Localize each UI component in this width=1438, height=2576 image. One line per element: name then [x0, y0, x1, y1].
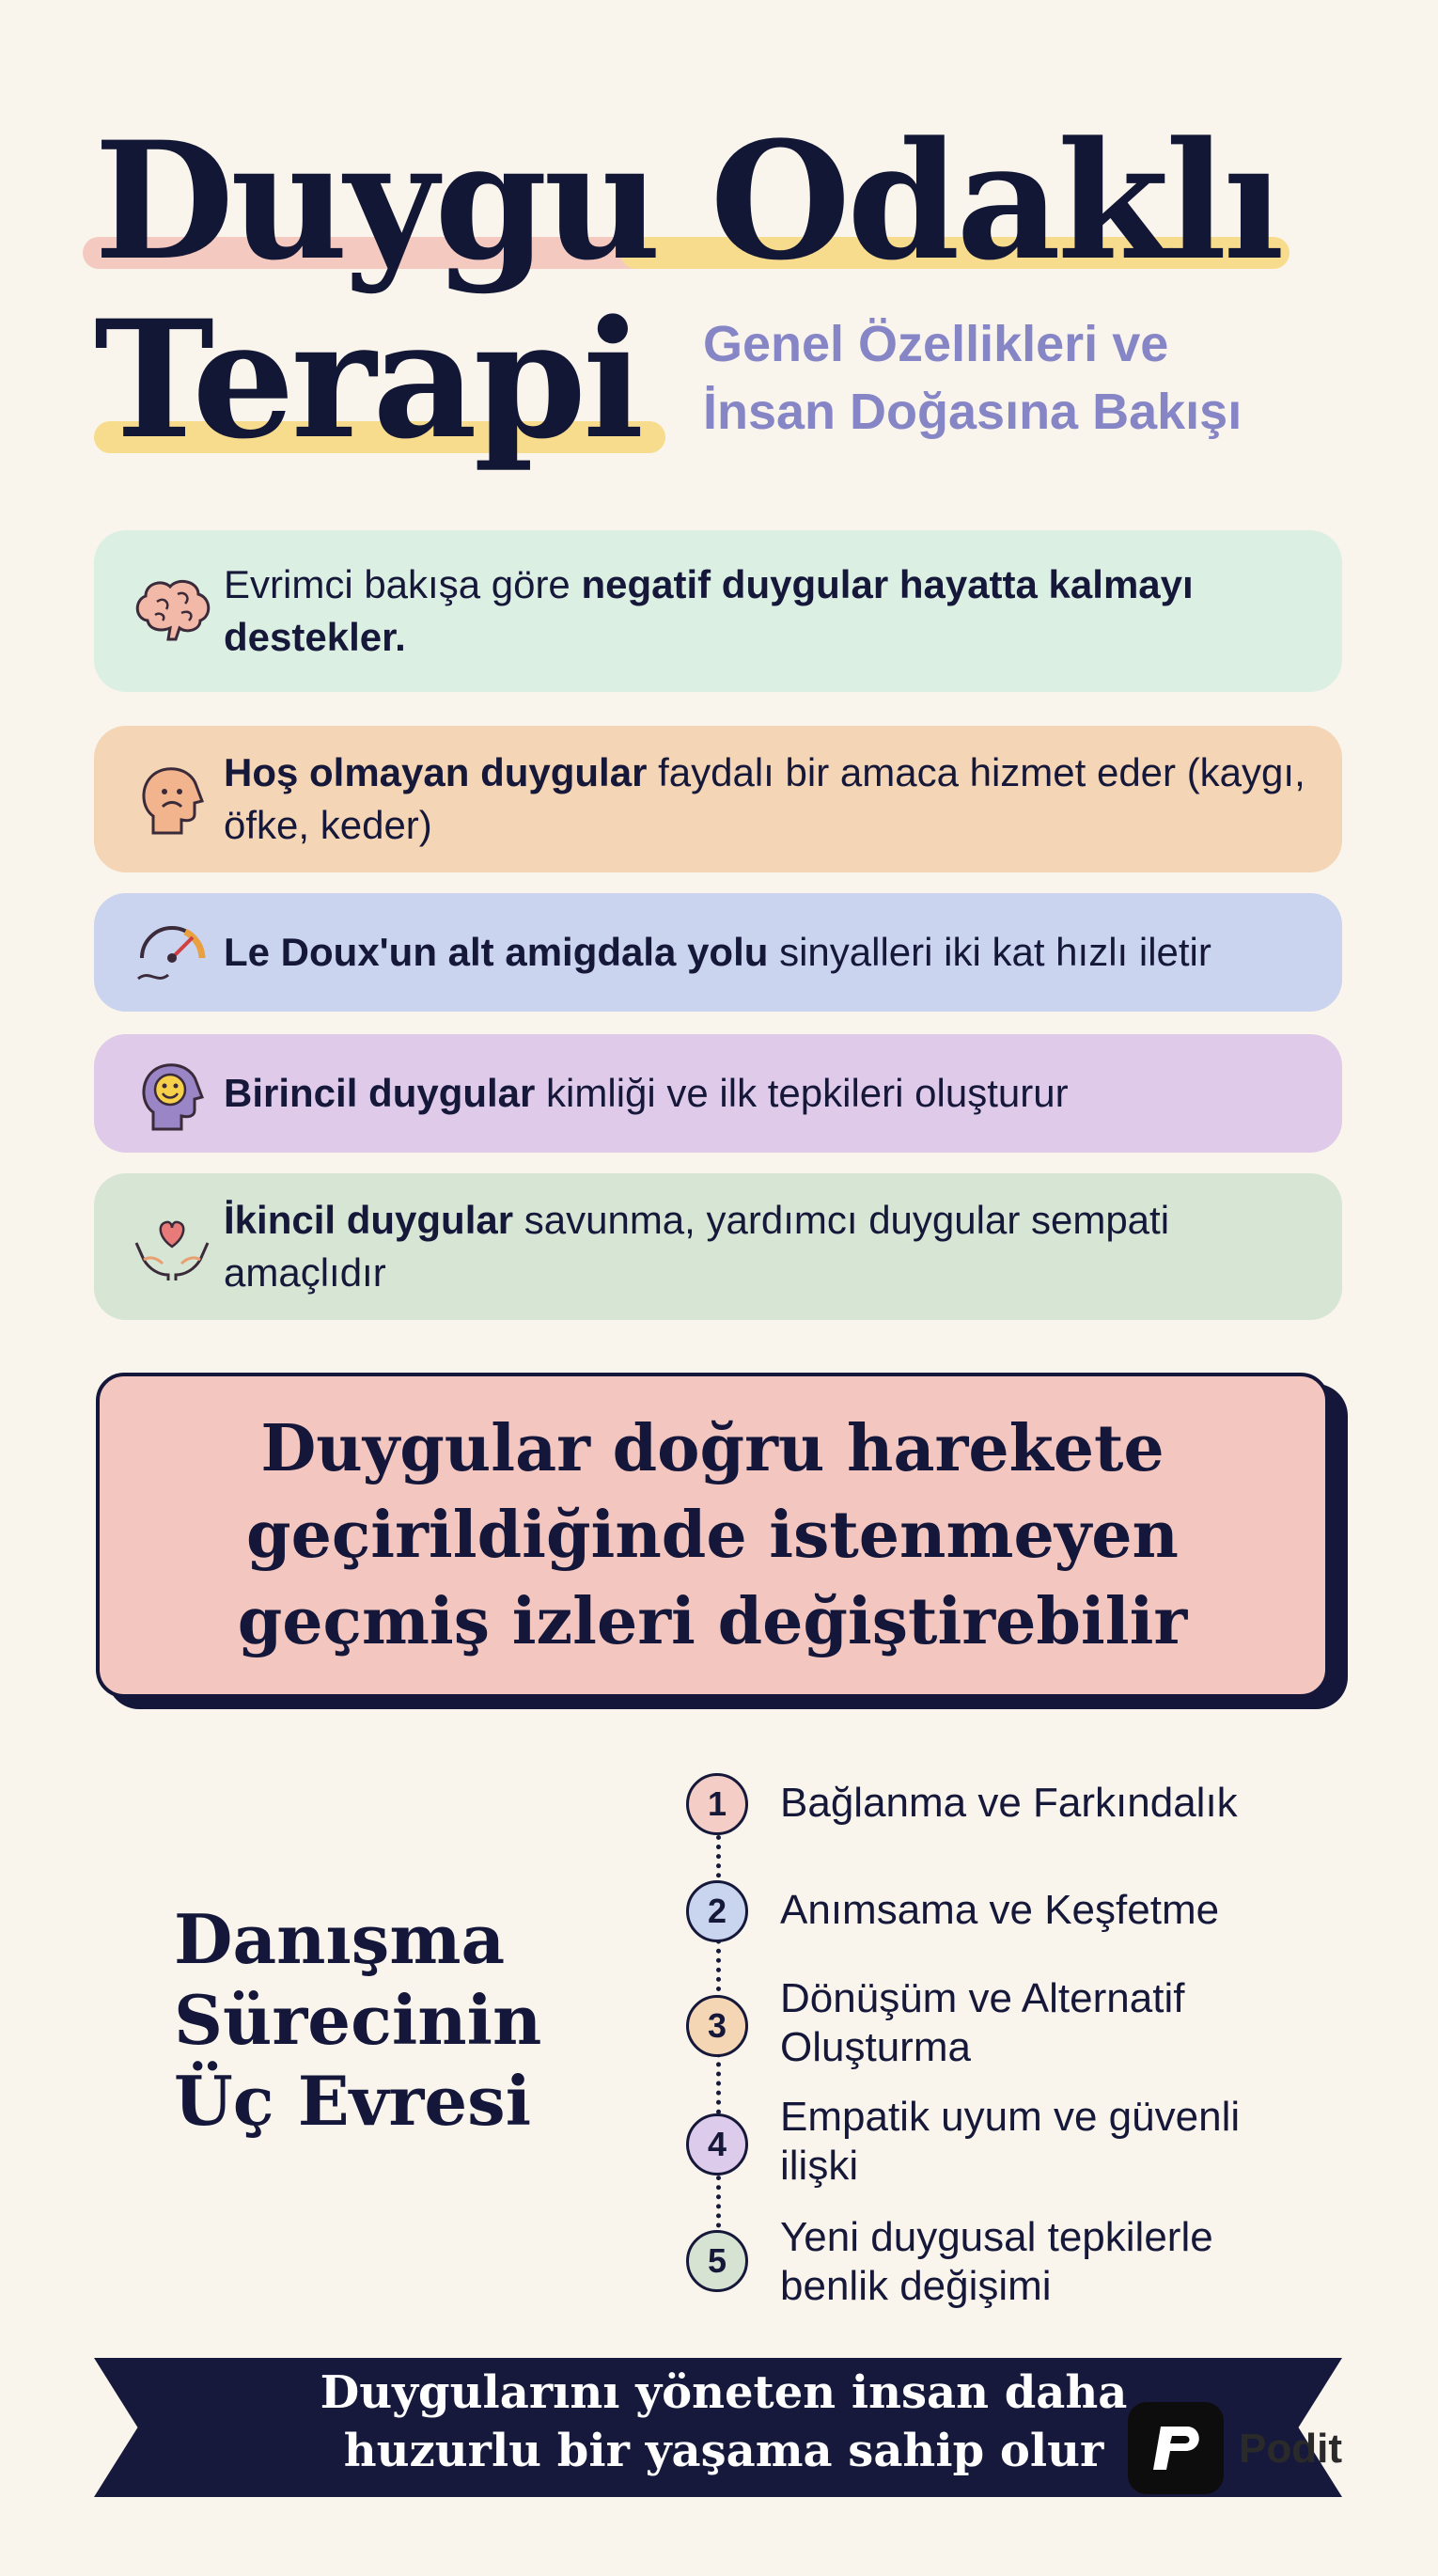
step-number-3: 3: [686, 1995, 748, 2057]
page-title-line-2: Terapi: [94, 284, 641, 475]
banner-line-2: huzurlu bir yaşama sahip olur: [343, 2425, 1104, 2477]
phases-heading-line-3: Üç Evresi: [174, 2061, 532, 2141]
logo-text: Podit: [1239, 2426, 1342, 2472]
card-3-text: [224, 926, 1240, 979]
subtitle-line-2: İnsan Doğasına Bakışı: [703, 384, 1243, 440]
step-label-2: Anımsama ve Keşfetme: [780, 1887, 1220, 1933]
phases-heading: [174, 1899, 541, 2142]
card-5-text-bold: İkincil duygular: [224, 1198, 514, 1242]
info-card-3: [94, 893, 1342, 1012]
card-4-text: [224, 1067, 1097, 1120]
info-card-5: [94, 1173, 1342, 1320]
sad-face-head-icon: [120, 760, 224, 839]
card-1-text-bold: negatif duygular hayatta kalmayı destekler.: [224, 562, 1194, 659]
step-label-3: Dönüşüm ve Alternatif Oluşturma: [780, 1975, 1185, 2070]
info-card-4: [94, 1034, 1342, 1153]
card-5-text-regular: savunma, yardımcı duygular sempati amaçlıdır: [224, 1198, 1170, 1295]
card-4-text-regular: kimliği ve ilk tepkileri oluşturur: [535, 1071, 1069, 1115]
step-number-1: 1: [686, 1773, 748, 1835]
card-4-text-bold: Birincil duygular: [224, 1071, 536, 1115]
card-5-text: [224, 1194, 1342, 1299]
phases-heading-line-1: Danışma: [174, 1899, 506, 1979]
info-card-2: [94, 726, 1342, 872]
step-number-2: 2: [686, 1880, 748, 1942]
card-2-text-regular: faydalı bir amaca hizmet eder (kaygı, öfke, keder): [224, 750, 1305, 847]
brain-icon: [120, 573, 224, 649]
banner-line-1: Duygularını yöneten insan daha: [320, 2366, 1128, 2419]
card-3-text-bold: Le Doux'un alt amigdala yolu: [224, 930, 769, 974]
banner-text: [207, 2364, 1241, 2480]
podit-logo-icon: [1128, 2402, 1224, 2494]
step-number-4: 4: [686, 2113, 748, 2175]
card-2-text-bold: Hoş olmayan duygular: [224, 750, 648, 794]
info-card-1: [94, 530, 1342, 692]
step-number-5: 5: [686, 2230, 748, 2292]
quote-line-2: geçirildiğinde istenmeyen: [246, 1498, 1179, 1573]
page-title-line-1: Duygu Odaklı: [94, 105, 1281, 296]
step-label-5: Yeni duygusal tepkilerle benlik değişimi: [780, 2214, 1213, 2309]
card-1-text: [224, 558, 1342, 664]
card-2-text: [224, 746, 1342, 852]
speed-gauge-icon: [120, 917, 224, 988]
quote-line-1: Duygular doğru harekete: [260, 1411, 1164, 1486]
smiling-head-icon: [120, 1054, 224, 1133]
quote-box: [96, 1373, 1329, 1698]
step-label-4: Empatik uyum ve güvenli ilişki: [780, 2094, 1241, 2189]
card-1-text-regular: Evrimci bakışa göre: [224, 562, 582, 606]
subtitle-line-1: Genel Özellikleri ve: [703, 316, 1169, 372]
heart-hands-icon: [120, 1209, 224, 1284]
page-subtitle: [703, 310, 1242, 446]
card-3-text-regular: sinyalleri iki kat hızlı iletir: [768, 930, 1211, 974]
quote-line-3: geçmiş izleri değiştirebilir: [237, 1584, 1188, 1659]
step-label-1: Bağlanma ve Farkındalık: [780, 1780, 1238, 1826]
phases-heading-line-2: Sürecinin: [174, 1980, 542, 2060]
